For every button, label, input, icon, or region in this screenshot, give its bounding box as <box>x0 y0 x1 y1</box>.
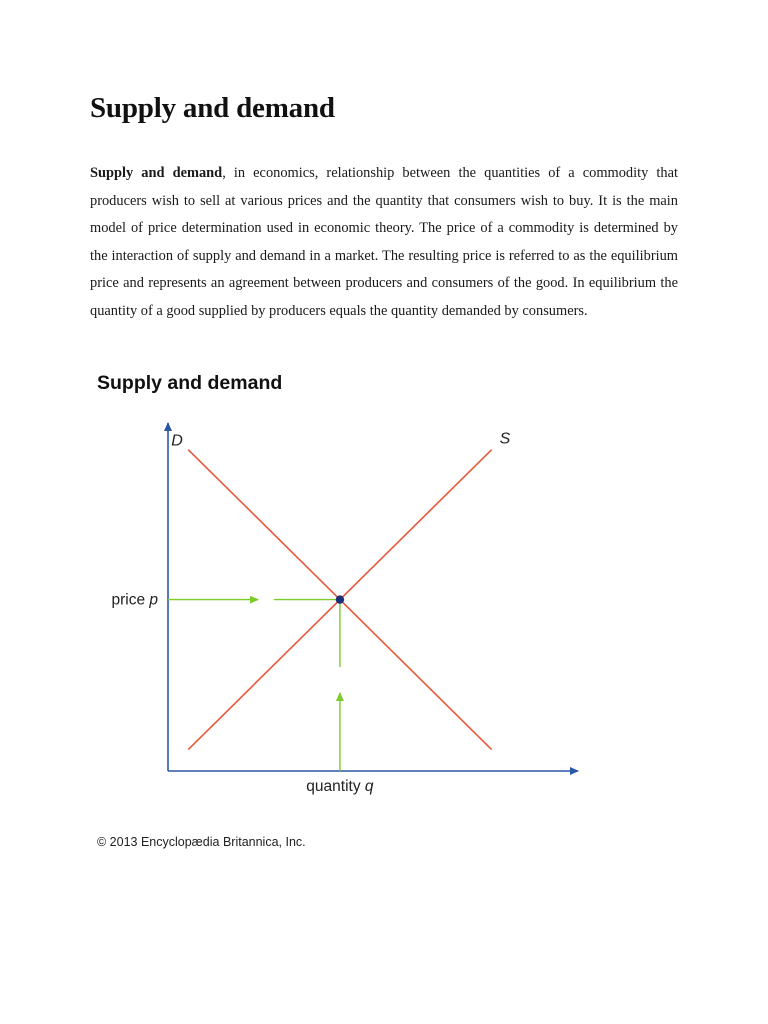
series-label-d: D <box>171 432 183 450</box>
equilibrium-point <box>336 595 344 603</box>
series-label-s: S <box>499 430 511 448</box>
x-axis-label-text: quantity <box>306 778 365 795</box>
lead-term: Supply and demand <box>90 165 223 181</box>
x-axis-label <box>306 778 374 795</box>
y-axis-label-text: price <box>111 591 150 609</box>
document-title: Supply and demand <box>90 92 335 124</box>
y-axis-label <box>111 592 158 609</box>
copyright-notice: © 2013 Encyclopædia Britannica, Inc. <box>97 835 306 849</box>
x-axis-variable: q <box>364 778 374 795</box>
paragraph-text: , in economics, relationship between the quantities of a commodity that producers wish to sell at various prices and the quantity that consumers wish to buy. It is the main model of price determination used in economic theory. The price of a commodity is determined by the interaction of supply and demand in a market. The resulting price is referred to as the equilibrium price and represents an agreement between producers and consumers of the good. In equilibrium the quantity of a good supplied by producers equals the quantity demanded by consumers. <box>90 165 678 319</box>
figure-title: Supply and demand <box>97 372 283 394</box>
y-axis-variable: p <box>149 591 158 609</box>
